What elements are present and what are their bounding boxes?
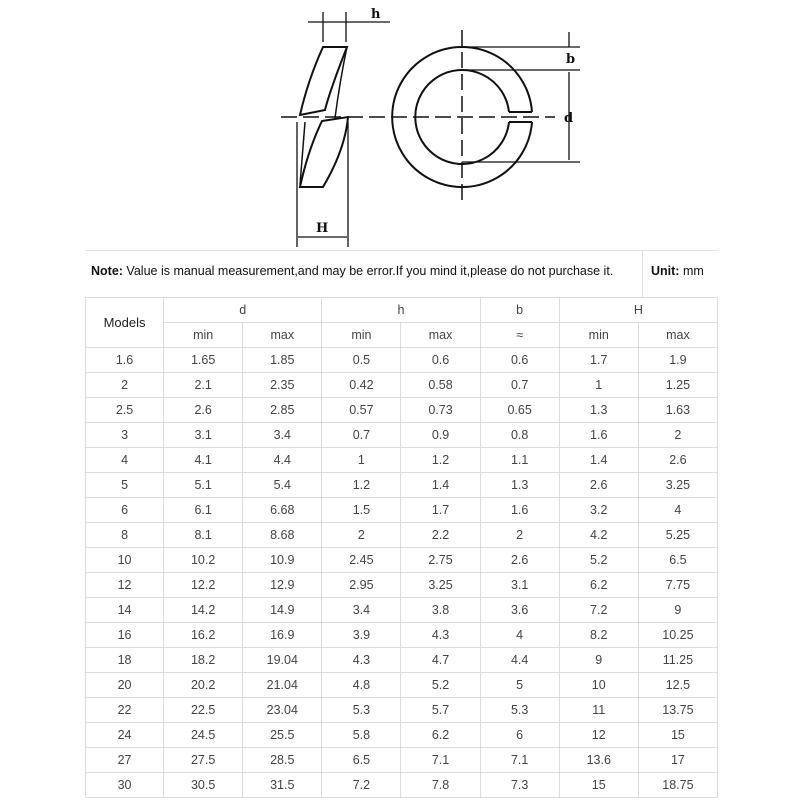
value-cell: 1 — [322, 448, 401, 473]
subheader: max — [401, 323, 480, 348]
value-cell: 3.2 — [559, 498, 638, 523]
value-cell: 4.4 — [243, 448, 322, 473]
value-cell: 6 — [480, 723, 559, 748]
model-cell: 3 — [86, 423, 164, 448]
value-cell: 12.9 — [243, 573, 322, 598]
value-cell: 10.25 — [638, 623, 717, 648]
value-cell: 3.4 — [322, 598, 401, 623]
table-row — [86, 648, 718, 673]
value-cell: 0.9 — [401, 423, 480, 448]
table-row — [86, 773, 718, 798]
value-cell: 3.1 — [480, 573, 559, 598]
note-row — [85, 250, 718, 298]
group-header-H: H — [559, 298, 717, 323]
value-cell: 24.5 — [164, 723, 243, 748]
value-cell: 2 — [322, 523, 401, 548]
value-cell: 2 — [638, 423, 717, 448]
model-cell: 20 — [86, 673, 164, 698]
value-cell: 0.57 — [322, 398, 401, 423]
value-cell: 4.3 — [401, 623, 480, 648]
value-cell: 1.85 — [243, 348, 322, 373]
model-cell: 1.6 — [86, 348, 164, 373]
value-cell: 1.2 — [401, 448, 480, 473]
value-cell: 11 — [559, 698, 638, 723]
table-row — [86, 448, 718, 473]
subheader: max — [638, 323, 717, 348]
value-cell: 2.1 — [164, 373, 243, 398]
value-cell: 3.4 — [243, 423, 322, 448]
model-cell: 18 — [86, 648, 164, 673]
table-row — [86, 523, 718, 548]
model-cell: 10 — [86, 548, 164, 573]
value-cell: 1.1 — [480, 448, 559, 473]
model-cell: 8 — [86, 523, 164, 548]
value-cell: 8.1 — [164, 523, 243, 548]
value-cell: 8.2 — [559, 623, 638, 648]
table-row — [86, 698, 718, 723]
value-cell: 12.5 — [638, 673, 717, 698]
model-cell: 4 — [86, 448, 164, 473]
value-cell: 15 — [559, 773, 638, 798]
value-cell: 2.85 — [243, 398, 322, 423]
value-cell: 15 — [638, 723, 717, 748]
value-cell: 4.2 — [559, 523, 638, 548]
model-cell: 6 — [86, 498, 164, 523]
value-cell: 10.2 — [164, 548, 243, 573]
value-cell: 5.8 — [322, 723, 401, 748]
table-row — [86, 348, 718, 373]
value-cell: 0.58 — [401, 373, 480, 398]
value-cell: 4.1 — [164, 448, 243, 473]
model-cell: 2 — [86, 373, 164, 398]
value-cell: 3.25 — [401, 573, 480, 598]
table-row — [86, 398, 718, 423]
subheader: ≈ — [480, 323, 559, 348]
value-cell: 1.3 — [559, 398, 638, 423]
table-row — [86, 598, 718, 623]
value-cell: 5.3 — [480, 698, 559, 723]
label-b: b — [566, 52, 576, 67]
value-cell: 0.5 — [322, 348, 401, 373]
spec-table — [85, 297, 718, 798]
value-cell: 5.3 — [322, 698, 401, 723]
value-cell: 2.95 — [322, 573, 401, 598]
value-cell: 4.3 — [322, 648, 401, 673]
table-row — [86, 498, 718, 523]
value-cell: 0.42 — [322, 373, 401, 398]
value-cell: 2.6 — [638, 448, 717, 473]
label-H: H — [316, 221, 329, 236]
value-cell: 1.4 — [559, 448, 638, 473]
value-cell: 1.5 — [322, 498, 401, 523]
model-cell: 24 — [86, 723, 164, 748]
value-cell: 1.6 — [559, 423, 638, 448]
value-cell: 1.63 — [638, 398, 717, 423]
model-cell: 5 — [86, 473, 164, 498]
value-cell: 4.7 — [401, 648, 480, 673]
value-cell: 2.6 — [480, 548, 559, 573]
table-row — [86, 423, 718, 448]
value-cell: 6.5 — [638, 548, 717, 573]
value-cell: 9 — [638, 598, 717, 623]
value-cell: 18.2 — [164, 648, 243, 673]
value-cell: 3.25 — [638, 473, 717, 498]
model-cell: 30 — [86, 773, 164, 798]
value-cell: 0.73 — [401, 398, 480, 423]
value-cell: 5.25 — [638, 523, 717, 548]
value-cell: 4.4 — [480, 648, 559, 673]
model-cell: 12 — [86, 573, 164, 598]
value-cell: 5.1 — [164, 473, 243, 498]
table-row — [86, 573, 718, 598]
value-cell: 5 — [480, 673, 559, 698]
value-cell: 2 — [480, 523, 559, 548]
note-text: Note: Value is manual measurement,and may be error.If you mind it,please do not purchase it. — [91, 264, 614, 278]
subheader: min — [322, 323, 401, 348]
value-cell: 7.3 — [480, 773, 559, 798]
value-cell: 19.04 — [243, 648, 322, 673]
value-cell: 3.1 — [164, 423, 243, 448]
value-cell: 2.6 — [164, 398, 243, 423]
value-cell: 16.9 — [243, 623, 322, 648]
value-cell: 10 — [559, 673, 638, 698]
value-cell: 5.4 — [243, 473, 322, 498]
header-row-groups — [86, 298, 718, 323]
value-cell: 1.4 — [401, 473, 480, 498]
value-cell: 16.2 — [164, 623, 243, 648]
value-cell: 6.2 — [559, 573, 638, 598]
value-cell: 1.2 — [322, 473, 401, 498]
value-cell: 20.2 — [164, 673, 243, 698]
value-cell: 5.2 — [559, 548, 638, 573]
value-cell: 1.7 — [401, 498, 480, 523]
value-cell: 1.7 — [559, 348, 638, 373]
value-cell: 31.5 — [243, 773, 322, 798]
subheader: min — [164, 323, 243, 348]
value-cell: 5.2 — [401, 673, 480, 698]
label-d: d — [564, 111, 574, 126]
model-cell: 22 — [86, 698, 164, 723]
value-cell: 0.6 — [401, 348, 480, 373]
header-row-sub — [86, 323, 718, 348]
value-cell: 0.7 — [480, 373, 559, 398]
value-cell: 2.2 — [401, 523, 480, 548]
table-row — [86, 473, 718, 498]
table-row — [86, 748, 718, 773]
value-cell: 7.1 — [401, 748, 480, 773]
value-cell: 1.25 — [638, 373, 717, 398]
value-cell: 1.6 — [480, 498, 559, 523]
value-cell: 23.04 — [243, 698, 322, 723]
value-cell: 13.6 — [559, 748, 638, 773]
unit-text: Unit: mm — [642, 251, 704, 297]
value-cell: 27.5 — [164, 748, 243, 773]
models-header: Models — [86, 298, 164, 348]
value-cell: 14.2 — [164, 598, 243, 623]
value-cell: 18.75 — [638, 773, 717, 798]
value-cell: 0.65 — [480, 398, 559, 423]
table-row — [86, 548, 718, 573]
value-cell: 1.65 — [164, 348, 243, 373]
label-h: h — [371, 7, 381, 22]
value-cell: 0.7 — [322, 423, 401, 448]
value-cell: 2.45 — [322, 548, 401, 573]
spring-washer-diagram — [0, 0, 800, 250]
value-cell: 5.7 — [401, 698, 480, 723]
group-header-d: d — [164, 298, 322, 323]
table-row — [86, 373, 718, 398]
value-cell: 17 — [638, 748, 717, 773]
value-cell: 7.2 — [559, 598, 638, 623]
model-cell: 2.5 — [86, 398, 164, 423]
value-cell: 0.6 — [480, 348, 559, 373]
value-cell: 0.8 — [480, 423, 559, 448]
value-cell: 22.5 — [164, 698, 243, 723]
value-cell: 2.35 — [243, 373, 322, 398]
value-cell: 7.2 — [322, 773, 401, 798]
value-cell: 10.9 — [243, 548, 322, 573]
model-cell: 14 — [86, 598, 164, 623]
value-cell: 12.2 — [164, 573, 243, 598]
group-header-h: h — [322, 298, 480, 323]
model-cell: 27 — [86, 748, 164, 773]
table-row — [86, 673, 718, 698]
value-cell: 13.75 — [638, 698, 717, 723]
value-cell: 1.3 — [480, 473, 559, 498]
value-cell: 3.9 — [322, 623, 401, 648]
group-header-b: b — [480, 298, 559, 323]
table-row — [86, 723, 718, 748]
value-cell: 14.9 — [243, 598, 322, 623]
subheader: max — [243, 323, 322, 348]
value-cell: 25.5 — [243, 723, 322, 748]
value-cell: 1 — [559, 373, 638, 398]
value-cell: 30.5 — [164, 773, 243, 798]
value-cell: 2.6 — [559, 473, 638, 498]
value-cell: 11.25 — [638, 648, 717, 673]
model-cell: 16 — [86, 623, 164, 648]
washer-side-bottom — [300, 117, 348, 187]
value-cell: 1.9 — [638, 348, 717, 373]
value-cell: 12 — [559, 723, 638, 748]
value-cell: 8.68 — [243, 523, 322, 548]
value-cell: 4.8 — [322, 673, 401, 698]
value-cell: 6.5 — [322, 748, 401, 773]
value-cell: 7.8 — [401, 773, 480, 798]
value-cell: 6.2 — [401, 723, 480, 748]
value-cell: 28.5 — [243, 748, 322, 773]
value-cell: 6.68 — [243, 498, 322, 523]
value-cell: 21.04 — [243, 673, 322, 698]
value-cell: 7.75 — [638, 573, 717, 598]
value-cell: 9 — [559, 648, 638, 673]
value-cell: 2.75 — [401, 548, 480, 573]
table-row — [86, 623, 718, 648]
subheader: min — [559, 323, 638, 348]
value-cell: 6.1 — [164, 498, 243, 523]
value-cell: 3.8 — [401, 598, 480, 623]
value-cell: 4 — [480, 623, 559, 648]
value-cell: 7.1 — [480, 748, 559, 773]
value-cell: 4 — [638, 498, 717, 523]
value-cell: 3.6 — [480, 598, 559, 623]
